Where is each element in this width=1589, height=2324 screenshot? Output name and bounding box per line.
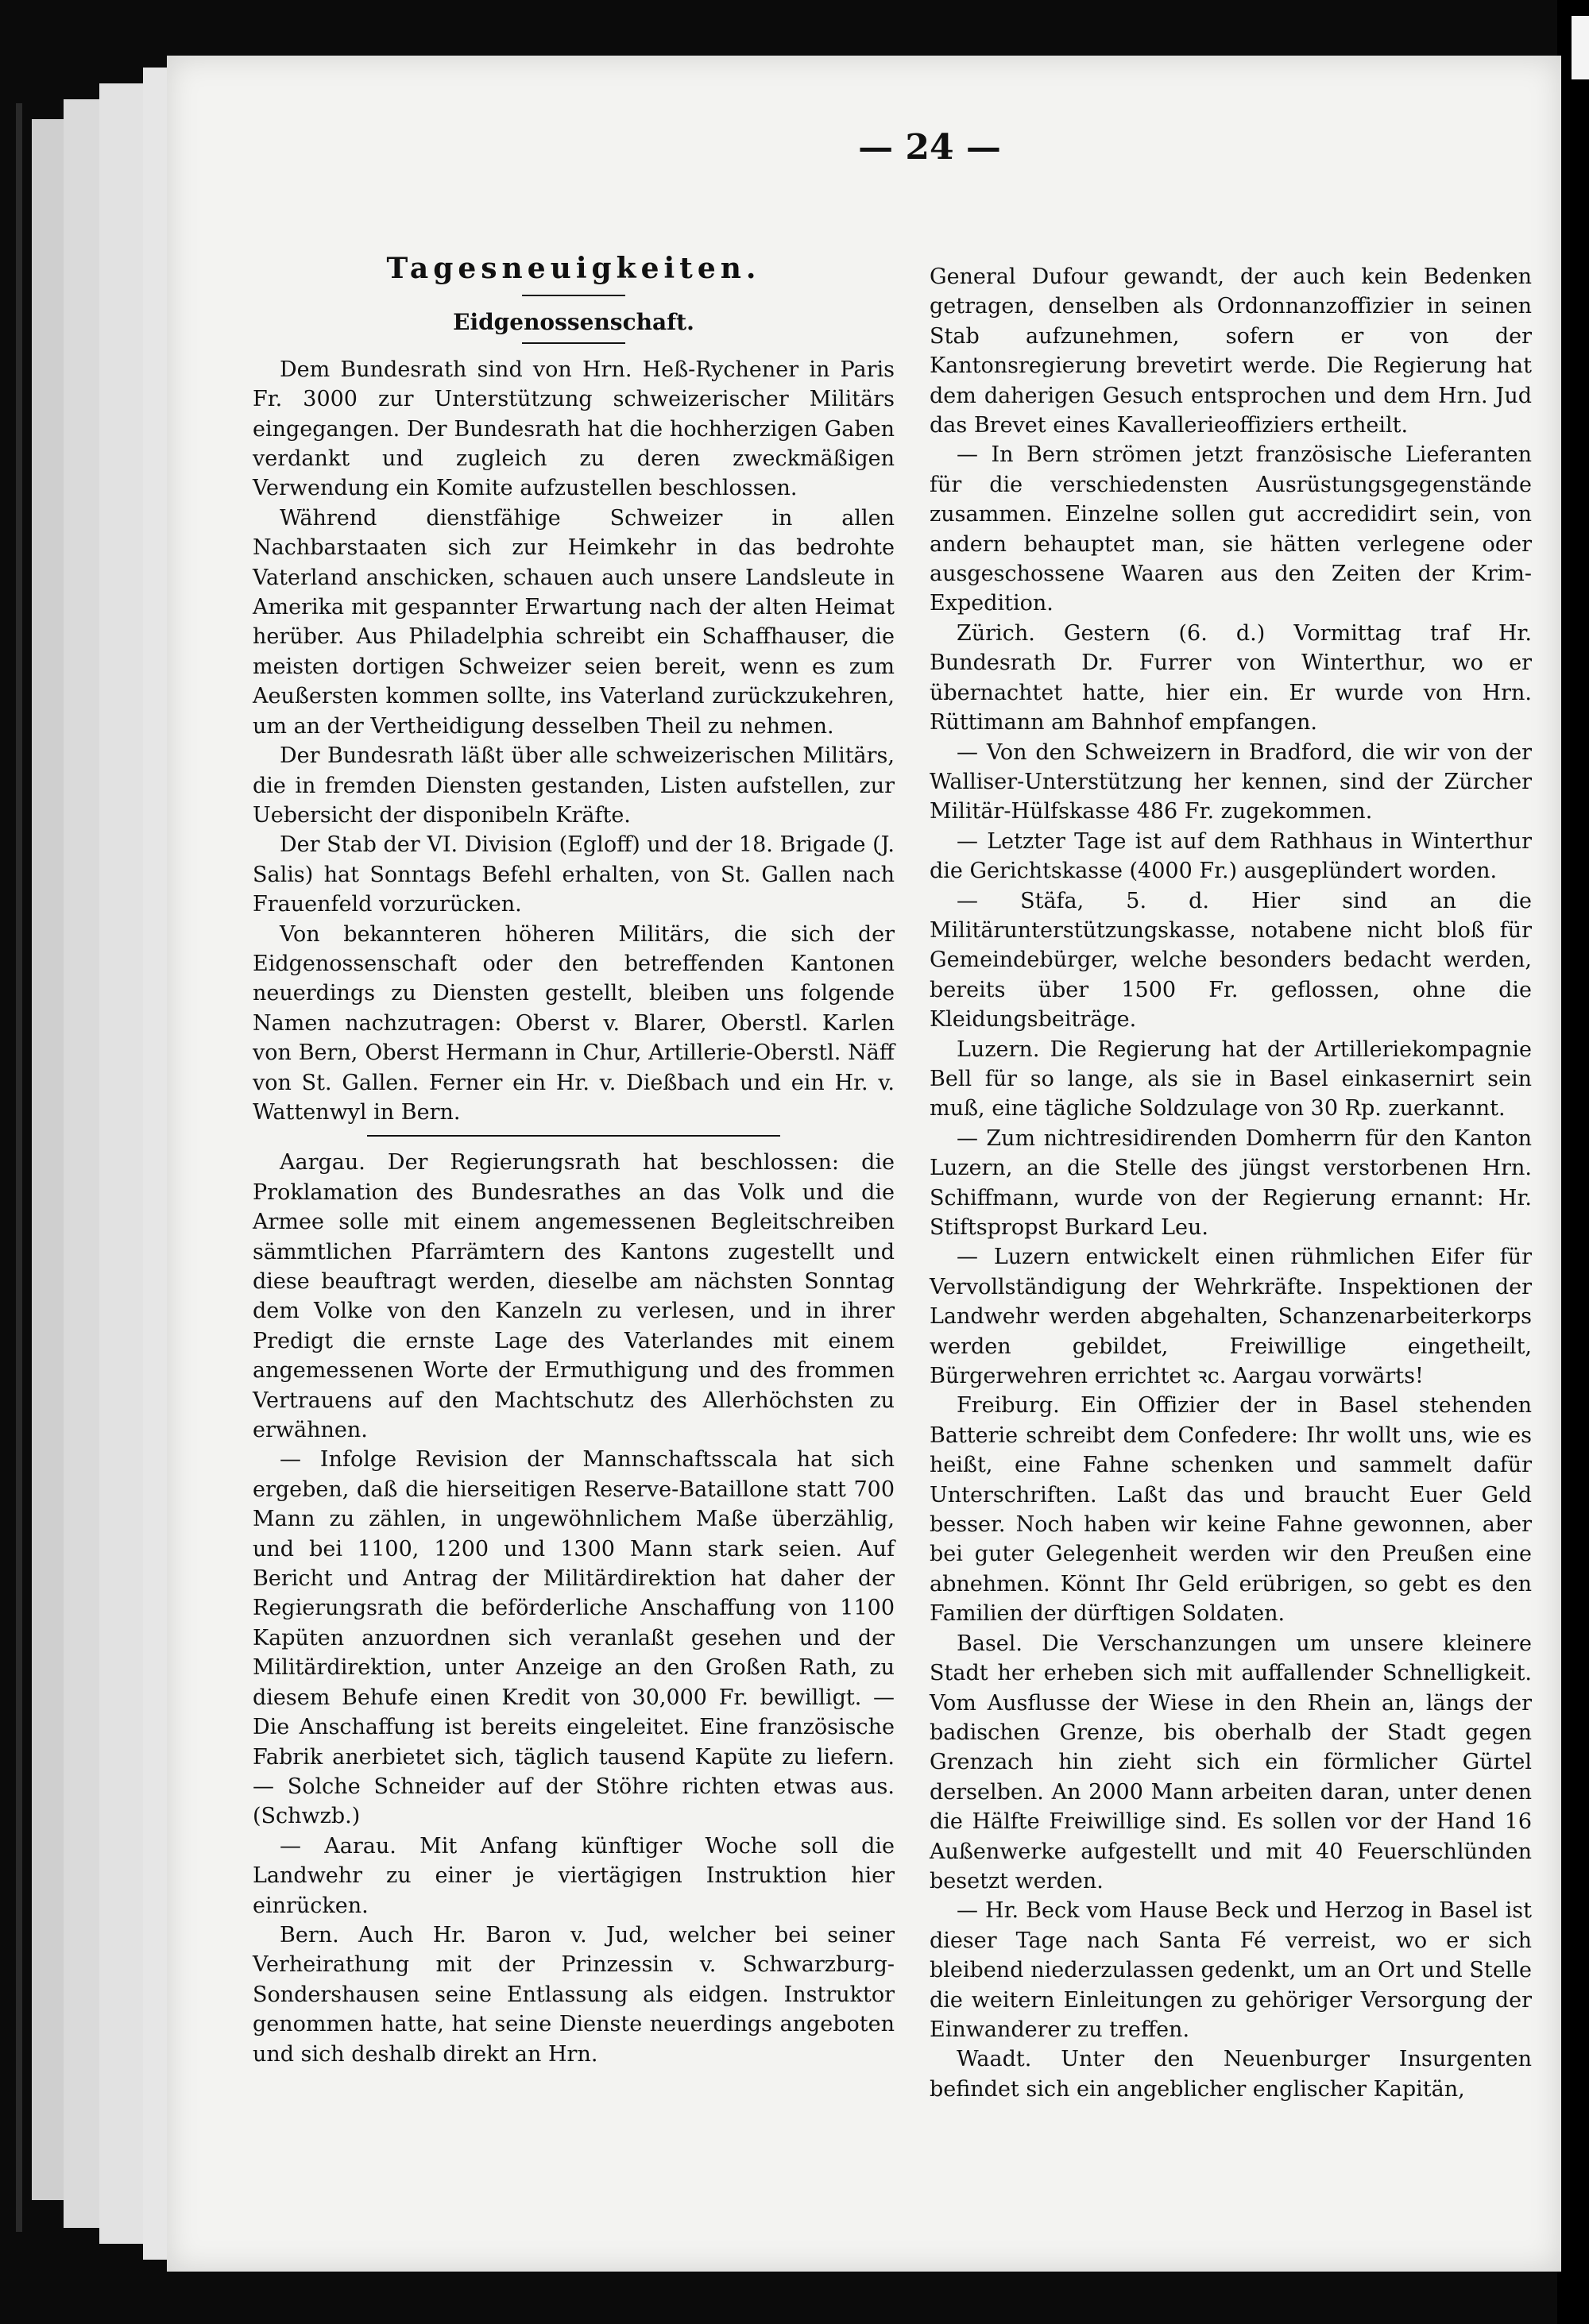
article-paragraph: Waadt. Unter den Neuenburger Insurgenten befindet sich ein angeblicher englischer Kapitän, [930, 2047, 1532, 2102]
article-paragraph: General Dufour gewandt, der auch kein Bedenken getragen, denselben als Ordonnanzoffizier in seinen Stab aufzunehmen, sofern er von der Kantonsregierung brevetirt werde. Die Regierung hat dem daherigen Gesuch entsprochen und dem Hrn. Jud das Brevet eines Kavallerieoffiziers ertheilt. [930, 264, 1532, 438]
left-column [253, 254, 895, 2069]
section-title: Tagesneuigkeiten. [386, 252, 761, 285]
article-paragraph: Während dienstfähige Schweizer in allen Nachbarstaaten sich zur Heimkehr in das bedrohte Vaterland anschicken, schauen auch unsere Landsleute in Amerika mit gespannter Erwartung nach der alten Heimat herüber. Aus Philadelphia schreibt ein Schaffhauser, die meisten dortigen Schweizer seien bereit, wenn es zum Aeußersten kommen sollte, ins Vaterland zurückzukehren, um an der Vertheidigung desselben Theil zu nehmen. [253, 505, 895, 739]
article-paragraph: Luzern. Die Regierung hat der Artilleriekompagnie Bell für so lange, als sie in Basel einkasernirt sein muß, eine tägliche Soldzulage von 30 Rp. zuerkannt. [930, 1037, 1532, 1121]
scan-corner-mark [1572, 16, 1589, 79]
article-paragraph: — Luzern entwickelt einen rühmlichen Eifer für Vervollständigung der Wehrkräfte. Inspektionen der Landwehr werden abgehalten, Schanzenarbeiterkorps werden gebildet, Freiwillige eingetheilt, Bürgerwehren errichtet ꝛc. Aargau vorwärts! [930, 1245, 1532, 1389]
book-binding [16, 103, 22, 2232]
article-paragraph: — Aarau. Mit Anfang künftiger Woche soll die Landwehr zu einer je viertägigen Instruktion hier einrücken. [253, 1833, 895, 1918]
page-edge [32, 119, 66, 2200]
sub-title: Eidgenossenschaft. [453, 309, 694, 336]
title-rule [522, 295, 625, 296]
article-paragraph: Von bekannteren höheren Militärs, die sich der Eidgenossenschaft oder den betreffenden Kantonen neuerdings zu Diensten gestellt, bleiben uns folgende Namen nachzutragen: Oberst v. Blarer, Oberstl. Karlen von Bern, Oberst Hermann in Chur, Artillerie-Oberstl. Näff von St. Gallen. Ferner ein Hr. v. Dießbach und ein Hr. v. Wattenwyl in Bern. [253, 921, 895, 1125]
article-paragraph: — Von den Schweizern in Bradford, die wir von der Walliser-Unterstützung her kennen, sind der Zürcher Militär-Hülfskasse 486 Fr. zugekommen. [930, 739, 1532, 824]
article-paragraph: — Infolge Revision der Mannschaftsscala hat sich ergeben, daß die hierseitigen Reserve-Bataillone statt 700 Mann zu zählen, in ungewöhnlichem Maße überzählig, und bei 1100, 1200 und 1300 Mann stark seien. Auf Bericht und Antrag der Militärdirektion hat daher der Regierungsrath die beförderliche Anschaffung von 1100 Kapüten anzuordnen sich veranlaßt gesehen und der Militärdirektion, unter Anzeige an den Großen Rath, zu diesem Behufe einen Kredit von 30,000 Fr. bewilligt. — Die Anschaffung ist bereits eingeleitet. Eine französische Fabrik anerbietet sich, täglich tausend Kapüte zu liefern. — Solche Schneider auf der Stöhre richten etwas aus. (Schwzb.) [253, 1447, 895, 1829]
right-column [930, 262, 1532, 2104]
article-paragraph: Aargau. Der Regierungsrath hat beschlossen: die Proklamation des Bundesrathes an das Volk und die Armee solle mit einem angemessenen Begleitschreiben sämmtlichen Pfarrämtern des Kantons zugestellt und diese beauftragt werden, dieselbe am nächsten Sonntag dem Volke von den Kanzeln zu verlesen, und in ihrer Predigt die ernste Lage des Vaterlandes mit einem angemessenen Worte der Ermuthigung und des frommen Vertrauens auf den Machtschutz des Allerhöchsten zu erwähnen. [253, 1150, 895, 1443]
article-paragraph: — In Bern strömen jetzt französische Lieferanten für die verschiedensten Ausrüstungsgegenstände zusammen. Einzelne sollen gut accredidirt sein, von andern behauptet man, sie hätten verlegene oder ausgeschossene Waaren aus den Zeiten der Krim-Expedition. [930, 442, 1532, 616]
article-paragraph: Bern. Auch Hr. Baron v. Jud, welcher bei seiner Verheirathung mit der Prinzessin v. Schwarzburg-Sondershausen seine Entlassung als eidgen. Instruktor genommen hatte, hat seine Dienste neuerdings angeboten und sich deshalb direkt an Hrn. [253, 1922, 895, 2067]
page-number: — 24 — [858, 127, 1001, 168]
sub-title-rule [522, 342, 625, 344]
article-paragraph: Basel. Die Verschanzungen um unsere kleinere Stadt her erheben sich mit auffallender Schnelligkeit. Vom Ausflusse der Wiese in den Rhein an, längs der badischen Grenze, bis oberhalb der Stadt gegen Grenzach hin zieht sich ein förmlicher Gürtel derselben. An 2000 Mann arbeiten daran, unter denen die Hälfte Freiwillige sind. Es sollen vor der Hand 16 Außenwerke aufgestellt und mit 40 Feuerschlünden besetzt werden. [930, 1631, 1532, 1894]
article-paragraph: — Zum nichtresidirenden Domherrn für den Kanton Luzern, an die Stelle des jüngst verstorbenen Hrn. Schiffmann, wurde von der Regierung ernannt: Hr. Stiftspropst Burkard Leu. [930, 1125, 1532, 1240]
article-paragraph: — Letzter Tage ist auf dem Rathhaus in Winterthur die Gerichtskasse (4000 Fr.) ausgeplündert worden. [930, 828, 1532, 884]
article-paragraph: — Hr. Beck vom Hause Beck und Herzog in Basel ist dieser Tage nach Santa Fé verreist, wo er sich bleibend niederzulassen gedenkt, um an Ort und Stelle die weitern Einleitungen zu gehöriger Versorgung der Einwanderer zu treffen. [930, 1898, 1532, 2042]
page-edge [64, 99, 102, 2228]
section-divider [367, 1135, 780, 1137]
page-edge [99, 83, 145, 2244]
scan-background [1557, 0, 1589, 2324]
page-edge [143, 68, 169, 2260]
article-paragraph: Der Stab der VI. Division (Egloff) und der 18. Brigade (J. Salis) hat Sonntags Befehl erhalten, von St. Gallen nach Frauenfeld vorzurücken. [253, 832, 895, 917]
article-paragraph: Der Bundesrath läßt über alle schweizerischen Militärs, die in fremden Diensten gestanden, Listen aufstellen, zur Uebersicht der disponibeln Kräfte. [253, 743, 895, 828]
article-paragraph: Dem Bundesrath sind von Hrn. Heß-Rychener in Paris Fr. 3000 zur Unterstützung schweizerischer Militärs eingegangen. Der Bundesrath hat die hochherzigen Gaben verdankt und zugleich zu deren zweckmäßigen Verwendung ein Komite aufzustellen beschlossen. [253, 357, 895, 501]
article-paragraph: — Stäfa, 5. d. Hier sind an die Militärunterstützungskasse, notabene nicht bloß für Gemeindebürger, welche besonders bedacht werden, bereits über 1500 Fr. geflossen, ohne die Kleidungsbeiträge. [930, 888, 1532, 1033]
article-paragraph: Zürich. Gestern (6. d.) Vormittag traf Hr. Bundesrath Dr. Furrer von Winterthur, wo er übernachtet hatte, hier ein. Er wurde von Hrn. Rüttimann am Bahnhof empfangen. [930, 620, 1532, 735]
article-paragraph: Freiburg. Ein Offizier der in Basel stehenden Batterie schreibt dem Confedere: Ihr wollt uns, wie es heißt, eine Fahne schenken und sammelt dafür Unterschriften. Laßt das und braucht Euer Geld besser. Noch haben wir keine Fahne gewonnen, aber bei guter Gelegenheit werden wir den Preußen eine abnehmen. Könnt Ihr Geld erübrigen, so gebt es den Familien der dürftigen Soldaten. [930, 1393, 1532, 1627]
